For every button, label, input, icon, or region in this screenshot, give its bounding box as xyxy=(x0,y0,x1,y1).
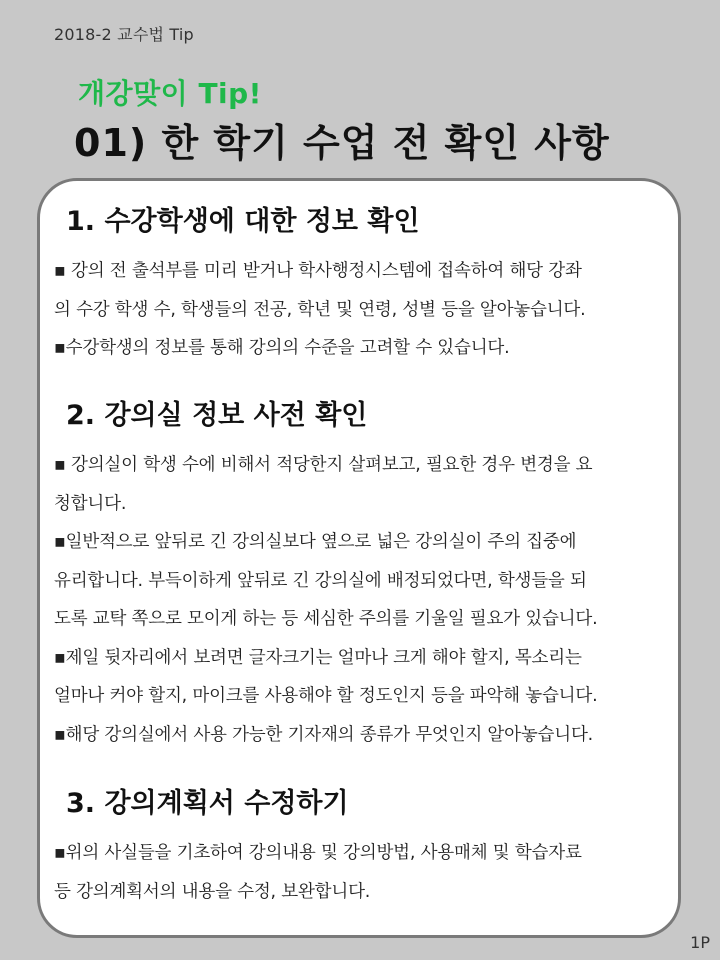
paragraph xyxy=(54,446,664,523)
section-student-info xyxy=(54,199,664,368)
section-heading: 2. 강의실 정보 사전 확인 xyxy=(66,400,368,431)
paragraph xyxy=(54,252,664,329)
paragraph xyxy=(54,329,664,368)
paragraph-line: 유리합니다. 부득이하게 앞뒤로 긴 강의실에 배정되었다면, 학생들을 되 xyxy=(54,570,587,591)
paragraph-line: 도록 교탁 쪽으로 모이게 하는 등 세심한 주의를 기울일 필요가 있습니다. xyxy=(54,609,598,629)
paragraph-line: ▪ 강의실이 학생 수에 비해서 적당한지 살펴보고, 필요한 경우 변경을 요 xyxy=(54,455,593,475)
section-syllabus xyxy=(54,781,664,911)
paragraph xyxy=(54,523,664,639)
header-note: 2018-2 교수법 Tip xyxy=(54,25,194,44)
paragraph xyxy=(54,716,664,755)
paragraph-line: ▪해당 강의실에서 사용 가능한 기자재의 종류가 무엇인지 알아놓습니다. xyxy=(54,724,594,745)
page-title: 01) 한 학기 수업 전 확인 사항 xyxy=(74,121,610,165)
paragraph-line: ▪제일 뒷자리에서 보려면 글자크기는 얼마나 크게 해야 할지, 목소리는 xyxy=(54,647,582,668)
section-classroom-info xyxy=(54,393,664,754)
paragraph-line: 등 강의계획서의 내용을 수정, 보완합니다. xyxy=(54,881,371,902)
paragraph-line: 의 수강 학생 수, 학생들의 전공, 학년 및 연령, 성별 등을 알아놓습니다. xyxy=(54,299,586,320)
paragraph-line: ▪위의 사실들을 기초하여 강의내용 및 강의방법, 사용매체 및 학습자료 xyxy=(54,843,582,863)
content-card xyxy=(37,178,681,938)
subtitle: 개강맞이 Tip! xyxy=(78,77,262,110)
page-number: 1P xyxy=(690,933,710,952)
section-heading: 1. 수강학생에 대한 정보 확인 xyxy=(66,206,420,237)
paragraph-line: ▪ 강의 전 출석부를 미리 받거나 학사행정시스템에 접속하여 해당 강좌 xyxy=(54,261,582,281)
section-heading: 3. 강의계획서 수정하기 xyxy=(66,788,349,819)
paragraph-line: ▪수강학생의 정보를 통해 강의의 수준을 고려할 수 있습니다. xyxy=(54,338,510,358)
paragraph-line: 얼마나 커야 할지, 마이크를 사용해야 할 정도인지 등을 파악해 놓습니다. xyxy=(54,686,598,706)
paragraph-line: ▪일반적으로 앞뒤로 긴 강의실보다 옆으로 넓은 강의실이 주의 집중에 xyxy=(54,532,577,552)
paragraph xyxy=(54,834,664,911)
paragraph xyxy=(54,639,664,716)
paragraph-line: 청합니다. xyxy=(54,493,127,514)
